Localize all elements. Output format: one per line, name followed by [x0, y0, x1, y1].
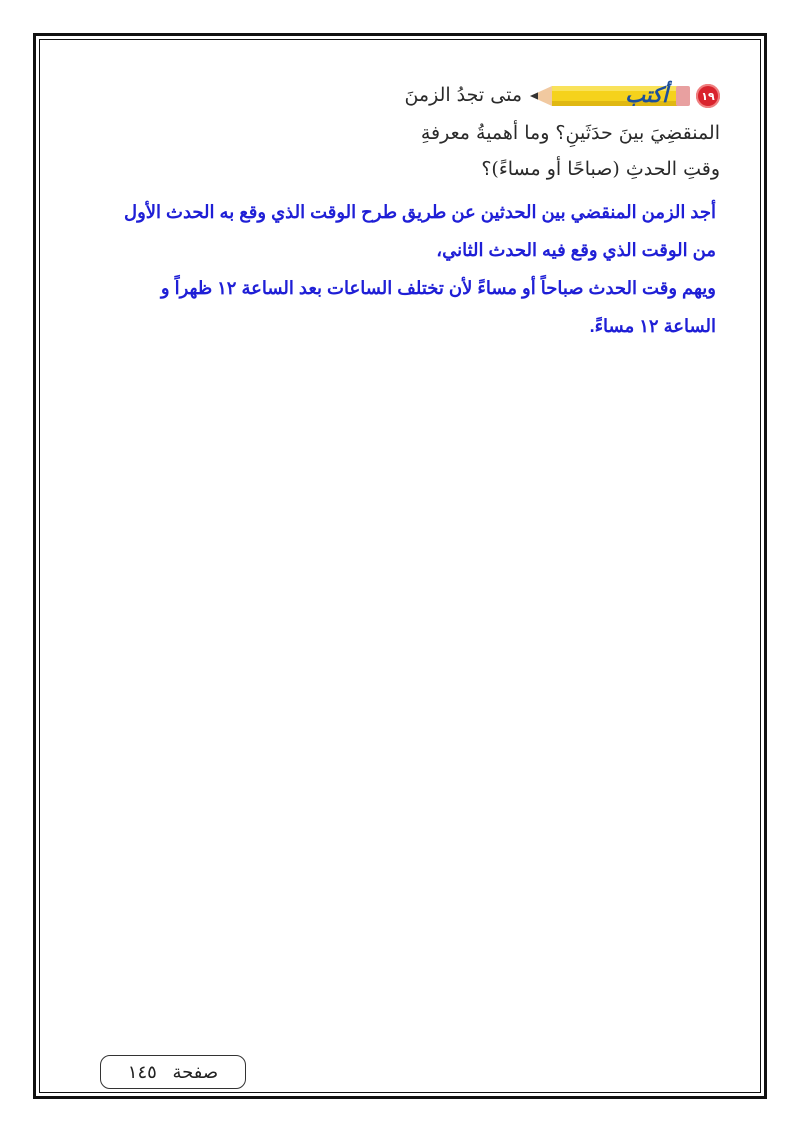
answer-line-4: الساعة ١٢ مساءً.: [589, 316, 716, 336]
answer-line-1: أجد الزمن المنقضي بين الحدثين عن طريق طرح الوقت الذي وقع به الحدث الأول: [124, 202, 716, 222]
answer-text: [52, 193, 716, 345]
page-number-label: صفحة ١٤٥: [100, 1055, 246, 1089]
question-text-line-1: متى تجدُ الزمنَ: [404, 84, 522, 106]
question-number-badge: ١٩: [696, 84, 720, 108]
write-label: أكتب: [625, 82, 668, 107]
textbook-question: [290, 74, 720, 184]
question-text-line-2: المنقضِيَ بينَ حدَثَينِ؟ وما أهميةُ معرفةِ: [420, 122, 720, 144]
answer-line-2: من الوقت الذي وقع فيه الحدث الثاني،: [436, 240, 716, 260]
question-text-line-3: وقتِ الحدثِ (صباحًا أو مساءً)؟: [481, 158, 720, 180]
answer-line-3: ويهم وقت الحدث صباحاً أو مساءً لأن تختلف الساعات بعد الساعة ١٢ ظهراً و: [160, 278, 716, 298]
pencil-write-icon: [530, 80, 690, 112]
